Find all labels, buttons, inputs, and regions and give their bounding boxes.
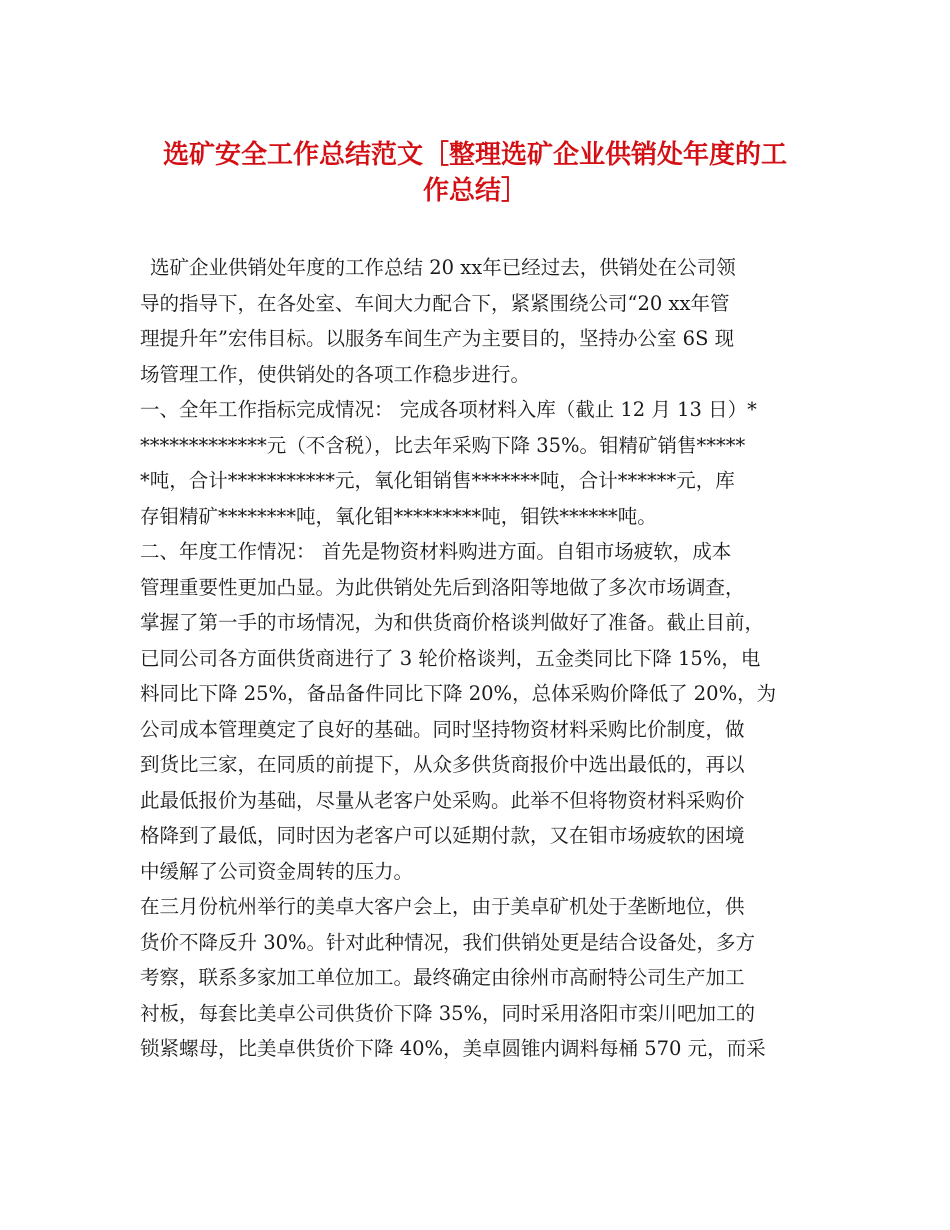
body-line: 公司成本管理奠定了良好的基础。同时坚持物资材料采购比价制度，做 <box>140 717 745 741</box>
body-line: 导的指导下，在各处室、车间大力配合下，紧紧围绕公司“20 xx年管 <box>140 291 730 315</box>
body-line: 衬板，每套比美卓公司供货价下降 35%，同时采用洛阳市栾川吧加工的 <box>140 1001 756 1025</box>
title-line: 选矿安全工作总结范文［整理选矿企业供销处年度的工 <box>162 140 787 170</box>
body-line: 格降到了最低，同时因为老客户可以延期付款，又在钼市场疲软的困境 <box>140 824 745 847</box>
body-line: 到货比三家，在同质的前提下，从众多供货商报价中选出最低的，再以 <box>140 753 745 776</box>
body-line: 存钼精矿********吨，氧化钼*********吨，钼铁******吨。 <box>140 504 657 528</box>
document-body <box>140 250 812 1067</box>
body-line: 中缓解了公司资金周转的压力。 <box>140 859 414 883</box>
body-line: 货价不降反升 30%。针对此种情况，我们供销处更是结合设备处，多方 <box>140 930 756 954</box>
title-line: 作总结］ <box>422 175 527 206</box>
body-line: 场管理工作，使供销处的各项工作稳步进行。 <box>140 362 531 386</box>
body-line: 掌握了第一手的市场情况，为和供货商价格谈判做好了准备。截止目前， <box>140 611 765 634</box>
body-line: 管理重要性更加凸显。为此供销处先后到洛阳等地做了多次市场调查， <box>140 575 745 599</box>
body-line: *吨，合计***********元，氧化钼销售*******吨，合计******元，库 <box>140 469 735 492</box>
body-line: 选矿企业供销处年度的工作总结 20 xx年已经过去，供销处在公司领 <box>150 256 736 279</box>
body-line: 此最低报价为基础，尽量从老客户处采购。此举不但将物资材料采购价 <box>140 788 745 812</box>
body-line: 一、全年工作指标完成情况： 完成各项材料入库（截止 12 月 13 日）* <box>140 398 757 421</box>
body-line: 已同公司各方面供货商进行了 3 轮价格谈判，五金类同比下降 15%，电 <box>140 646 761 670</box>
body-line: 在三月份杭州举行的美卓大客户会上，由于美卓矿机处于垄断地位，供 <box>140 895 745 918</box>
body-line: *************元（不含税），比去年采购下降 35%。钼精矿销售***** <box>140 433 746 457</box>
body-line: 二、年度工作情况： 首先是物资材料购进方面。自钼市场疲软，成本 <box>140 540 732 563</box>
document-title <box>130 132 820 206</box>
body-line: 考察，联系多家加工单位加工。最终确定由徐州市高耐特公司生产加工 <box>140 966 745 989</box>
body-line: 料同比下降 25%，备品备件同比下降 20%，总体采购价降低了 20%，为 <box>140 682 777 705</box>
body-line: 理提升年”宏伟目标。以服务车间生产为主要目的，坚持办公室 6S 现 <box>140 327 735 350</box>
body-line: 锁紧螺母，比美卓供货价下降 40%，美卓圆锥内调料每桶 570 元，而采 <box>140 1037 766 1060</box>
